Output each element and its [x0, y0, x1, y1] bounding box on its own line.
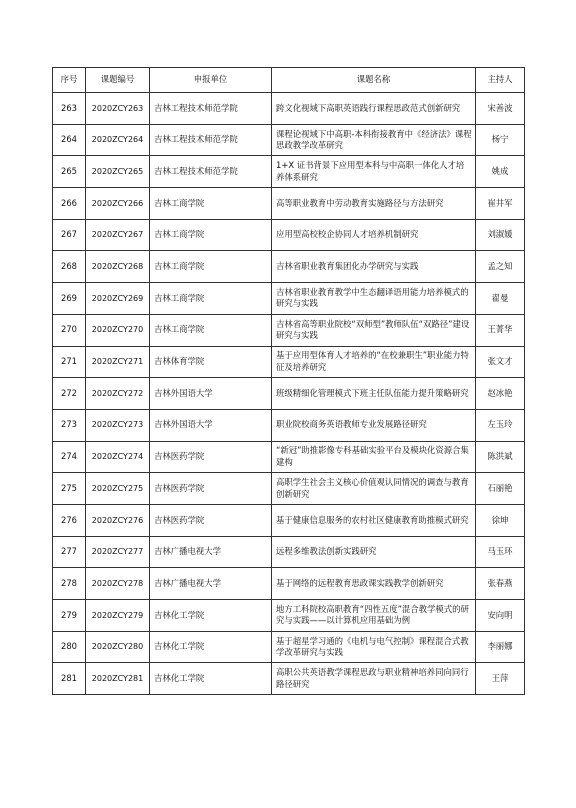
- serial-number-cell: 268: [53, 251, 86, 283]
- serial-number-cell: 267: [53, 219, 86, 251]
- serial-number-cell: 280: [53, 631, 86, 663]
- project-title-cell: 职业院校商务英语教师专业发展路径研究: [272, 409, 476, 441]
- project-title-cell: 高职学生社会主义核心价值观认同情况的调查与教育创新研究: [272, 473, 476, 505]
- project-title-cell: 班级精细化管理模式下班主任队伍能力提升策略研究: [272, 378, 476, 410]
- serial-number-cell: 279: [53, 600, 86, 632]
- serial-number-cell: 276: [53, 504, 86, 536]
- applicant-unit-cell: 吉林广播电视大学: [150, 536, 272, 568]
- serial-number-cell: 270: [53, 314, 86, 346]
- project-code-cell: 2020ZCY278: [86, 568, 150, 600]
- project-code-cell: 2020ZCY273: [86, 409, 150, 441]
- table-row: [53, 600, 525, 632]
- applicant-unit-cell: 吉林医药学院: [150, 473, 272, 505]
- host-cell: 姚成: [476, 156, 525, 188]
- project-code-cell: 2020ZCY268: [86, 251, 150, 283]
- project-title-cell: 跨文化视域下高职英语践行课程思政范式创新研究: [272, 93, 476, 125]
- serial-number-cell: 264: [53, 124, 86, 156]
- project-code-cell: 2020ZCY275: [86, 473, 150, 505]
- table-row: [53, 219, 525, 251]
- serial-number-cell: 281: [53, 663, 86, 695]
- table-row: [53, 441, 525, 473]
- host-cell: 翟曼: [476, 283, 525, 315]
- project-code-cell: 2020ZCY264: [86, 124, 150, 156]
- serial-number-cell: 278: [53, 568, 86, 600]
- project-title-cell: 基于健康信息服务的农村社区健康教育助推模式研究: [272, 504, 476, 536]
- project-list-table: [52, 67, 525, 695]
- applicant-unit-cell: 吉林工商学院: [150, 188, 272, 220]
- table-row: [53, 346, 525, 378]
- header-host: 主持人: [476, 68, 525, 93]
- host-cell: 宋善波: [476, 93, 525, 125]
- project-title-cell: 吉林省职业教育教学中生态翻译语用能力培养模式的研究与实践: [272, 283, 476, 315]
- table-row: [53, 473, 525, 505]
- table-row: [53, 663, 525, 695]
- project-code-cell: 2020ZCY279: [86, 600, 150, 632]
- project-code-cell: 2020ZCY266: [86, 188, 150, 220]
- host-cell: 陈洪斌: [476, 441, 525, 473]
- host-cell: 张文才: [476, 346, 525, 378]
- project-code-cell: 2020ZCY270: [86, 314, 150, 346]
- project-title-cell: 基于应用型体育人才培养的“在校兼职生”职业能力特征及培养研究: [272, 346, 476, 378]
- applicant-unit-cell: 吉林工商学院: [150, 251, 272, 283]
- project-code-cell: 2020ZCY272: [86, 378, 150, 410]
- applicant-unit-cell: 吉林工程技术师范学院: [150, 124, 272, 156]
- table-body: [53, 93, 525, 695]
- table-row: [53, 283, 525, 315]
- host-cell: 孟之知: [476, 251, 525, 283]
- serial-number-cell: 274: [53, 441, 86, 473]
- project-code-cell: 2020ZCY277: [86, 536, 150, 568]
- applicant-unit-cell: 吉林化工学院: [150, 631, 272, 663]
- applicant-unit-cell: 吉林广播电视大学: [150, 568, 272, 600]
- project-code-cell: 2020ZCY276: [86, 504, 150, 536]
- table-row: [53, 124, 525, 156]
- project-code-cell: 2020ZCY263: [86, 93, 150, 125]
- table-row: [53, 188, 525, 220]
- project-title-cell: 课程论视域下中高职-本科衔接教育中《经济法》课程思政教学改革研究: [272, 124, 476, 156]
- applicant-unit-cell: 吉林工商学院: [150, 283, 272, 315]
- host-cell: 李丽娜: [476, 631, 525, 663]
- table-row: [53, 568, 525, 600]
- project-title-cell: 应用型高校校企协同人才培养机制研究: [272, 219, 476, 251]
- applicant-unit-cell: 吉林工商学院: [150, 219, 272, 251]
- header-project-code: 课题编号: [86, 68, 150, 93]
- host-cell: 石丽艳: [476, 473, 525, 505]
- serial-number-cell: 271: [53, 346, 86, 378]
- project-code-cell: 2020ZCY267: [86, 219, 150, 251]
- applicant-unit-cell: 吉林体育学院: [150, 346, 272, 378]
- serial-number-cell: 275: [53, 473, 86, 505]
- project-title-cell: 高等职业教育中劳动教育实施路径与方法研究: [272, 188, 476, 220]
- applicant-unit-cell: 吉林工程技术师范学院: [150, 93, 272, 125]
- table-row: [53, 536, 525, 568]
- applicant-unit-cell: 吉林外国语大学: [150, 409, 272, 441]
- project-title-cell: 基于超星学习通的《电机与电气控制》课程混合式教学改革研究与实践: [272, 631, 476, 663]
- host-cell: 马玉环: [476, 536, 525, 568]
- project-title-cell: “新冠”助推影像专科基础实验平台及模块化资源合集建构: [272, 441, 476, 473]
- table-row: [53, 251, 525, 283]
- host-cell: 张春燕: [476, 568, 525, 600]
- host-cell: 左玉玲: [476, 409, 525, 441]
- applicant-unit-cell: 吉林外国语大学: [150, 378, 272, 410]
- serial-number-cell: 266: [53, 188, 86, 220]
- table-row: [53, 156, 525, 188]
- table-row: [53, 314, 525, 346]
- project-title-cell: 基于网络的远程教育思政课实践教学创新研究: [272, 568, 476, 600]
- project-code-cell: 2020ZCY265: [86, 156, 150, 188]
- applicant-unit-cell: 吉林医药学院: [150, 504, 272, 536]
- project-code-cell: 2020ZCY274: [86, 441, 150, 473]
- project-code-cell: 2020ZCY281: [86, 663, 150, 695]
- header-serial-number: 序号: [53, 68, 86, 93]
- header-applicant-unit: 申报单位: [150, 68, 272, 93]
- applicant-unit-cell: 吉林化工学院: [150, 663, 272, 695]
- table-header-row: [53, 68, 525, 93]
- project-title-cell: 高职公共英语教学课程思政与职业精神培养同向同行路径研究: [272, 663, 476, 695]
- project-title-cell: 地方工科院校高职教育“四性五度”混合教学模式的研究与实践——以计算机应用基础为例: [272, 600, 476, 632]
- host-cell: 徐坤: [476, 504, 525, 536]
- applicant-unit-cell: 吉林化工学院: [150, 600, 272, 632]
- host-cell: 王萍: [476, 663, 525, 695]
- header-project-title: 课题名称: [272, 68, 476, 93]
- project-code-cell: 2020ZCY269: [86, 283, 150, 315]
- serial-number-cell: 269: [53, 283, 86, 315]
- project-code-cell: 2020ZCY280: [86, 631, 150, 663]
- serial-number-cell: 265: [53, 156, 86, 188]
- host-cell: 崔井军: [476, 188, 525, 220]
- host-cell: 王菁华: [476, 314, 525, 346]
- host-cell: 安向明: [476, 600, 525, 632]
- table-row: [53, 93, 525, 125]
- project-title-cell: 吉林省高等职业院校“双师型”教师队伍“双路径”建设研究与实践: [272, 314, 476, 346]
- applicant-unit-cell: 吉林工程技术师范学院: [150, 156, 272, 188]
- host-cell: 杨宁: [476, 124, 525, 156]
- serial-number-cell: 277: [53, 536, 86, 568]
- table-row: [53, 504, 525, 536]
- applicant-unit-cell: 吉林医药学院: [150, 441, 272, 473]
- serial-number-cell: 273: [53, 409, 86, 441]
- table-row: [53, 409, 525, 441]
- project-title-cell: 1+X 证书背景下应用型本科与中高职一体化人才培养体系研究: [272, 156, 476, 188]
- applicant-unit-cell: 吉林工商学院: [150, 314, 272, 346]
- host-cell: 刘淑媛: [476, 219, 525, 251]
- project-title-cell: 吉林省职业教育集团化办学研究与实践: [272, 251, 476, 283]
- serial-number-cell: 263: [53, 93, 86, 125]
- serial-number-cell: 272: [53, 378, 86, 410]
- host-cell: 赵冰艳: [476, 378, 525, 410]
- project-title-cell: 远程多维教法创新实践研究: [272, 536, 476, 568]
- table-row: [53, 631, 525, 663]
- project-code-cell: 2020ZCY271: [86, 346, 150, 378]
- table-row: [53, 378, 525, 410]
